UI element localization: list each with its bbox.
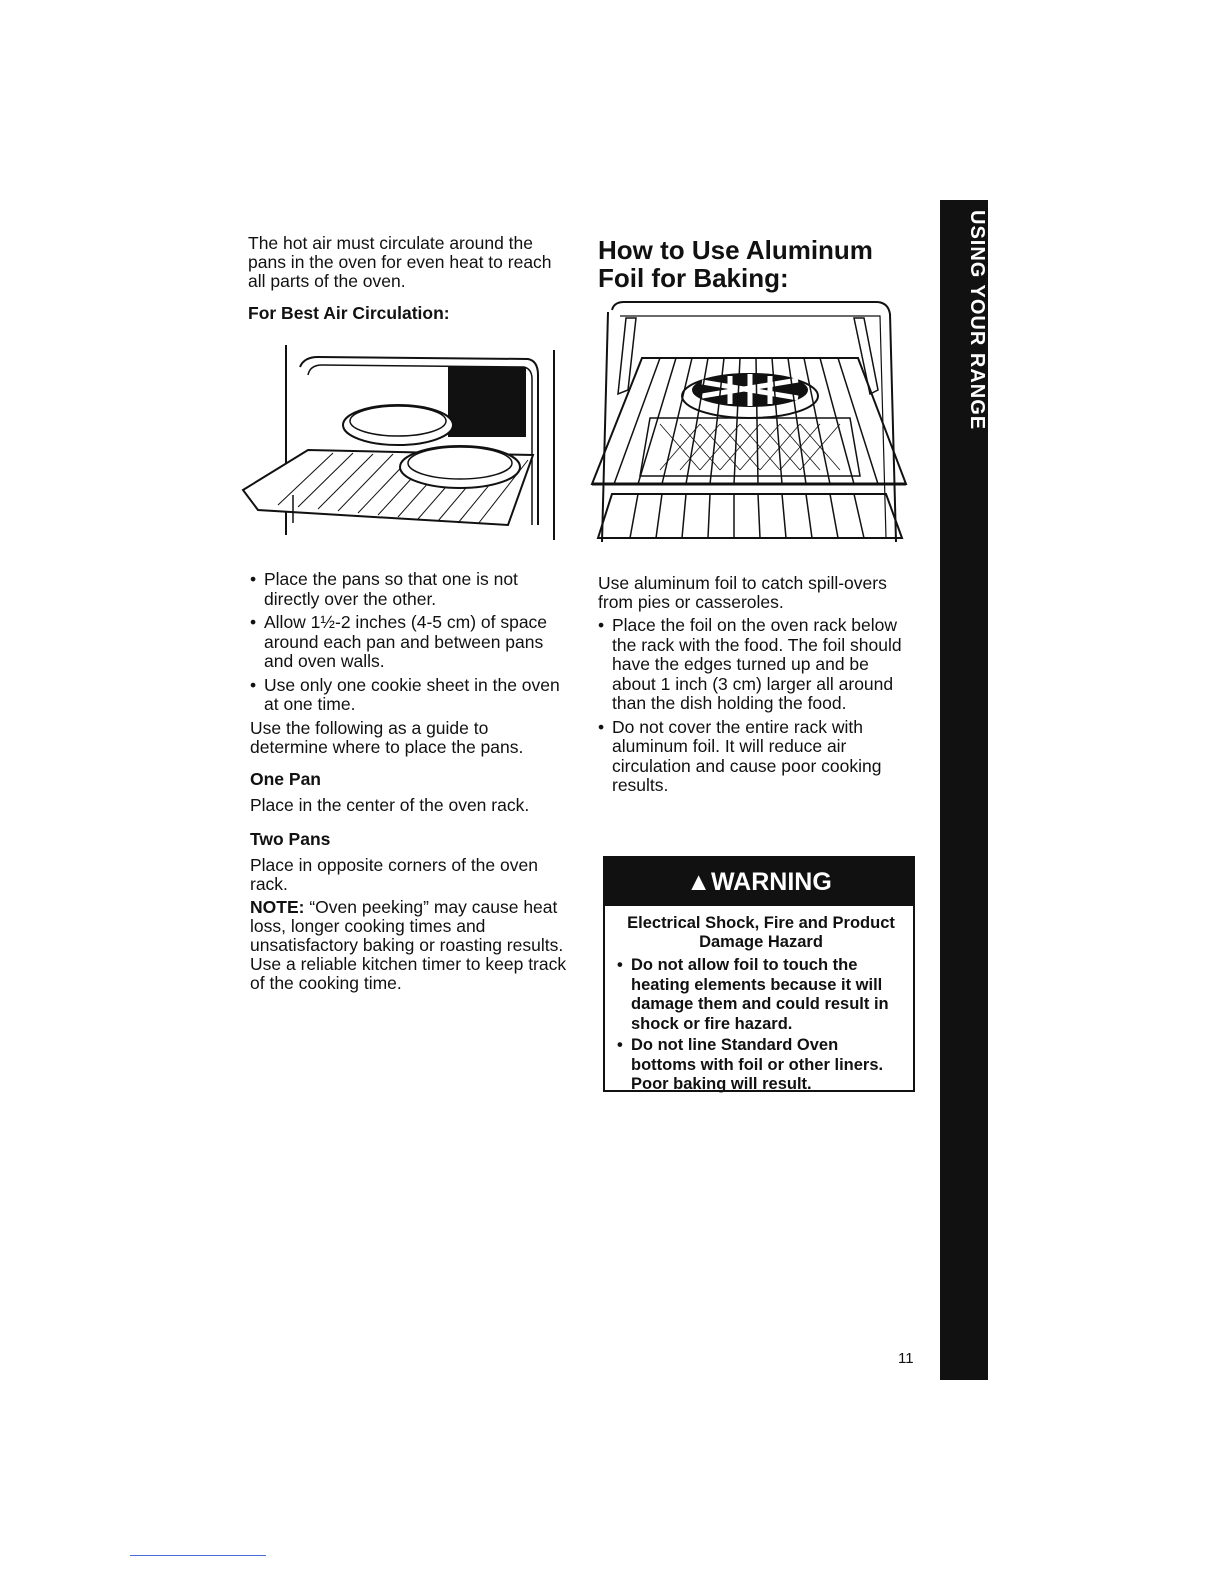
divider (130, 1555, 266, 1556)
section-tab-label: USING YOUR RANGE (966, 210, 988, 431)
best-air-heading: For Best Air Circulation: (248, 303, 450, 323)
note-paragraph (250, 898, 568, 993)
air-circulation-bullets (250, 570, 568, 715)
warning-title: Electrical Shock, Fire and Product Damage Hazard (627, 914, 895, 951)
warning-triangle-icon: ▲ (686, 868, 711, 896)
left-column-lower (250, 570, 568, 993)
two-pans-text: Place in opposite corners of the oven rack. (250, 854, 538, 894)
list-item: • Place the foil on the oven rack below the rack with the food. The foil should have the edges turned up and be about 1 inch (3 cm) larger all around than the dish holding the food. (598, 616, 916, 714)
section-tab (940, 200, 988, 1380)
right-column (598, 236, 918, 292)
list-item: • Do not cover the entire rack with aluminum foil. It will reduce air circulation and cause poor cooking results. (598, 718, 916, 796)
one-pan-text: Place in the center of the oven rack. (250, 794, 530, 815)
note-label: NOTE: (250, 896, 305, 917)
list-item: • Do not line Standard Oven bottoms with foil or other liners. Poor baking will result. (617, 1036, 905, 1095)
warning-bullets (617, 956, 905, 1095)
page-number: 11 (898, 1350, 914, 1367)
warning-box (603, 856, 915, 1092)
guide-text: Use the following as a guide to determine where to place the pans. (250, 717, 524, 757)
list-item: • Place the pans so that one is not directly over the other. (250, 570, 568, 609)
left-column (248, 234, 568, 324)
foil-intro: Use aluminum foil to catch spill-overs from pies or casseroles. (598, 573, 887, 612)
warning-header (605, 858, 913, 906)
oven-two-pans-illustration (238, 345, 563, 540)
oven-foil-illustration (590, 298, 908, 546)
warning-body (617, 914, 905, 1097)
foil-heading: How to Use Aluminum Foil for Baking: (598, 235, 873, 293)
intro-text: The hot air must circulate around the pans in the oven for even heat to reach all parts of the oven. (248, 233, 552, 291)
list-item: • Do not allow foil to touch the heating elements because it will damage them and could result in shock or fire hazard. (617, 956, 905, 1034)
note-text: “Oven peeking” may cause heat loss, longer cooking times and unsatisfactory baking or roasting results. Use a reliable kitchen timer to keep track of the cooking time. (250, 896, 567, 993)
foil-bullets (598, 616, 916, 796)
two-pans-heading: Two Pans (250, 828, 331, 849)
list-item: • Allow 1½-2 inches (4-5 cm) of space around each pan and between pans and oven walls. (250, 613, 568, 672)
right-column-lower (598, 574, 916, 800)
list-item: • Use only one cookie sheet in the oven at one time. (250, 676, 568, 715)
one-pan-heading: One Pan (250, 768, 321, 789)
warning-header-text: WARNING (710, 868, 832, 896)
